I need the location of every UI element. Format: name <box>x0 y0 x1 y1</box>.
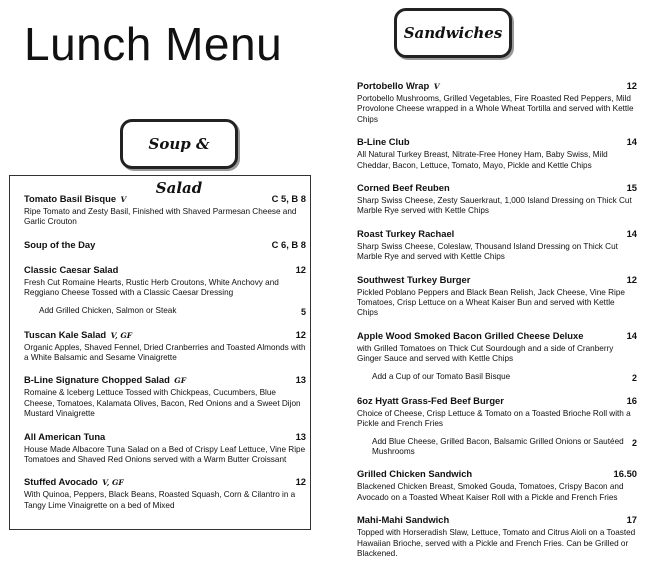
addon-price: 2 <box>631 372 637 383</box>
menu-item-description: Portobello Mushrooms, Grilled Vegetables, Fire Roasted Red Peppers, Mild Provolone Cheese wrapped in a Whole Wheat Tortilla and served with Kettle Chips <box>357 94 634 124</box>
menu-item-name: Mahi-Mahi Sandwich <box>357 514 450 526</box>
menu-item <box>24 427 306 466</box>
menu-item-description: With Quinoa, Peppers, Black Beans, Roasted Squash, Corn & Cilantro in a Tangy Lime Vinaigrette on a bed of Mixed <box>24 490 296 510</box>
addon-label: Add Blue Cheese, Grilled Bacon, Balsamic Grilled Onions or Sautéed Mushrooms <box>372 436 624 456</box>
sandwiches-list <box>357 76 637 566</box>
menu-item-header <box>357 510 637 528</box>
menu-item-title <box>357 510 449 528</box>
menu-item-description: Pickled Poblano Peppers and Black Bean Relish, Jack Cheese, Vine Ripe Tomatoes, Crisp Lettuce on a Wheat Kaiser Bun and served with Kettle Chips <box>357 287 625 318</box>
menu-item <box>357 510 637 559</box>
menu-item-name: Apple Wood Smoked Bacon Grilled Cheese Deluxe <box>357 329 584 341</box>
menu-item-header <box>357 76 637 94</box>
menu-item-price: 14 <box>626 136 637 148</box>
menu-item-price: C 6, B 8 <box>271 238 306 250</box>
menu-item-addon <box>357 437 637 458</box>
menu-item-header <box>24 370 306 388</box>
menu-item-name: Classic Caesar Salad <box>24 263 119 275</box>
menu-item-price: 12 <box>295 476 306 488</box>
menu-item-title <box>24 472 124 490</box>
menu-item-title <box>357 391 504 409</box>
menu-item-title <box>357 224 454 242</box>
menu-item <box>24 260 306 318</box>
menu-item-name: Tuscan Kale Salad <box>24 328 107 340</box>
menu-item-header <box>24 189 306 207</box>
menu-item-description: Blackened Chicken Breast, Smoked Gouda, Tomatoes, Crispy Bacon and Avocado on a Toasted Wheat Kaiser Roll with a Pickle and French Fries <box>357 482 624 502</box>
menu-item <box>357 76 637 125</box>
menu-item <box>357 464 637 503</box>
menu-item-price: 16 <box>626 394 637 406</box>
menu-item-price: 12 <box>295 263 306 275</box>
menu-item-name: 6oz Hyatt Grass-Fed Beef Burger <box>357 394 504 406</box>
menu-item-description: Topped with Horseradish Slaw, Lettuce, Tomato and Citrus Aioli on a Toasted Hawaiian Brioche, served with a Pickle and French Fries. Can be Grilled or Blackened. <box>357 528 636 558</box>
menu-item-dietary-tags: V <box>120 195 127 204</box>
addon-price: 2 <box>631 437 637 448</box>
addon-label: Add Grilled Chicken, Salmon or Steak <box>39 305 177 315</box>
menu-item-header <box>24 427 306 445</box>
menu-item-dietary-tags: V <box>433 82 440 91</box>
menu-item-price: 12 <box>626 273 637 285</box>
menu-item-dietary-tags: V, GF <box>102 478 124 488</box>
menu-item <box>357 178 637 217</box>
menu-item-price: 14 <box>626 329 637 341</box>
menu-item <box>357 224 637 263</box>
menu-item-title <box>357 76 440 94</box>
menu-item-header <box>357 326 637 344</box>
menu-item-description: Ripe Tomato and Zesty Basil, Finished with Shaved Parmesan Cheese and Garlic Crouton <box>24 207 297 227</box>
menu-item-title <box>357 270 470 288</box>
menu-item-header <box>357 178 637 196</box>
menu-item-price: C 5, B 8 <box>271 193 306 204</box>
menu-item-name: Soup of the Day <box>24 238 96 250</box>
addon-price: 5 <box>300 306 306 317</box>
menu-item-name: B-Line Signature Chopped Salad <box>24 374 170 386</box>
menu-item-description: Organic Apples, Shaved Fennel, Dried Cranberries and Toasted Almonds with a White Balsamic and Sesame Vinaigrette <box>24 342 306 363</box>
menu-item-header <box>357 132 637 150</box>
menu-item-header <box>357 391 637 409</box>
menu-item-dietary-tags: V, GF <box>110 330 133 340</box>
menu-item-price: 12 <box>626 80 637 91</box>
menu-item-name: B-Line Club <box>357 136 410 148</box>
menu-item-name: Tomato Basil Bisque <box>24 193 117 204</box>
menu-item-description: with Grilled Tomatoes on Thick Cut Sourdough and a side of Cranberry Ginger Sauce and served with Kettle Chips <box>357 343 614 364</box>
menu-item-title <box>357 464 472 482</box>
menu-item-title <box>24 325 132 343</box>
menu-item-header <box>357 270 637 288</box>
menu-item-header <box>24 325 306 343</box>
menu-item-title <box>24 427 105 445</box>
menu-item-name: Roast Turkey Rachael <box>357 227 455 239</box>
menu-item-header <box>24 260 306 278</box>
page-title: Lunch Menu <box>24 18 283 70</box>
menu-item <box>357 270 637 319</box>
menu-item <box>24 370 306 419</box>
menu-item-name: Portobello Wrap <box>357 80 430 91</box>
menu-item-title <box>24 235 95 253</box>
menu-item-description: Fresh Cut Romaine Hearts, Rustic Herb Croutons, White Anchovy and Reggiano Cheese Tossed with a Classic Caesar Dressing <box>24 277 279 298</box>
menu-item <box>357 391 637 458</box>
menu-item-title <box>24 260 118 278</box>
menu-item-price: 12 <box>295 328 306 340</box>
menu-item-title <box>24 189 126 207</box>
menu-item-name: Grilled Chicken Sandwich <box>357 468 473 480</box>
menu-item-name: Stuffed Avocado <box>24 476 98 488</box>
menu-item-description: House Made Albacore Tuna Salad on a Bed of Crispy Leaf Lettuce, Vine Ripe Tomatoes and Shaved Red Onions served with a Warm Butter Croissant <box>24 444 306 465</box>
menu-item-description: All Natural Turkey Breast, Nitrate-Free Honey Ham, Baby Swiss, Mild Cheddar, Bacon, Lettuce, Tomato, Mayo, Pickle and Kettle Chips <box>357 150 608 170</box>
menu-item <box>24 189 306 228</box>
menu-item-price: 15 <box>626 182 637 194</box>
menu-item <box>24 325 306 364</box>
menu-item-header <box>357 224 637 242</box>
menu-item-price: 17 <box>626 514 637 526</box>
menu-item <box>357 132 637 171</box>
menu-item-price: 16.50 <box>613 468 637 480</box>
menu-item <box>24 472 306 511</box>
soup-salad-heading: Soup & Salad <box>120 119 238 169</box>
menu-item-title <box>357 178 450 196</box>
menu-item-addon <box>357 372 637 384</box>
menu-item <box>24 235 306 253</box>
menu-item-header <box>24 235 306 253</box>
menu-item-name: Southwest Turkey Burger <box>357 273 471 285</box>
menu-item-description: Choice of Cheese, Crisp Lettuce & Tomato on a Toasted Brioche Roll with a Pickle and French Fries <box>357 408 631 429</box>
menu-item-name: All American Tuna <box>24 430 106 442</box>
menu-item-name: Corned Beef Reuben <box>357 182 450 194</box>
menu-item-dietary-tags: GF <box>174 376 187 386</box>
menu-item-price: 13 <box>295 430 306 442</box>
menu-item-header <box>357 464 637 482</box>
menu-item <box>357 326 637 384</box>
menu-item-description: Sharp Swiss Cheese, Zesty Sauerkraut, 1,000 Island Dressing on Thick Cut Marble Rye served with Kettle Chips <box>357 196 632 216</box>
menu-item-title <box>24 370 186 388</box>
menu-item-title <box>357 132 410 150</box>
menu-item-addon <box>24 306 306 318</box>
sandwiches-heading: Sandwiches <box>394 8 512 58</box>
menu-item-price: 14 <box>626 227 637 239</box>
soup-salad-list <box>24 189 306 518</box>
menu-item-description: Romaine & Iceberg Lettuce Tossed with Chickpeas, Cucumbers, Blue Cheese, Tomatoes, Kalamata Olives, Bacon, Red Onions and a Sweet Dijon Mustard Vinaigrette <box>24 388 301 419</box>
addon-label: Add a Cup of our Tomato Basil Bisque <box>372 371 511 381</box>
menu-item-title <box>357 326 583 344</box>
menu-item-header <box>24 472 306 490</box>
menu-item-description: Sharp Swiss Cheese, Coleslaw, Thousand Island Dressing on Thick Cut Marble Rye and served with Kettle Chips <box>357 241 618 262</box>
menu-item-price: 13 <box>295 374 306 386</box>
